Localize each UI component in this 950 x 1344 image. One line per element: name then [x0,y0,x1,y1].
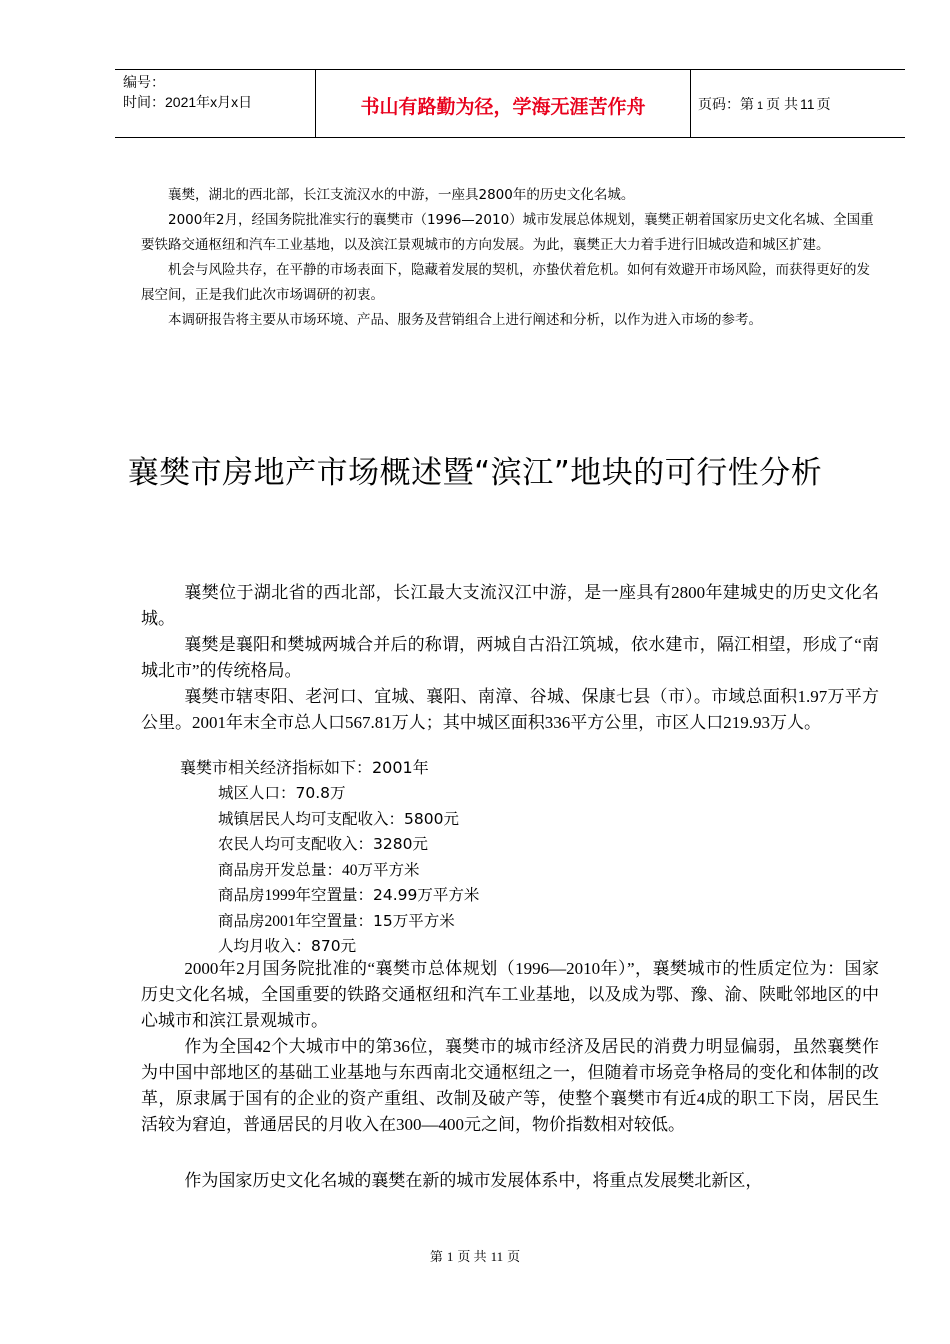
indicator-value: 70.8万 [295,784,346,802]
indicator-value: 5800元 [404,809,459,828]
indicator-label: 城区人口： [218,785,296,802]
indicator-row [218,858,718,884]
body-paragraph: 襄樊位于湖北省的西北部，长江最大支流汉江中游，是一座具有2800年建城史的历史文化名城。 [141,583,879,628]
indicator-value: 870元 [311,937,357,955]
last-paragraph-text: 作为国家历史文化名城的襄樊在新的城市发展体系中，将重点发展 [184,1171,678,1190]
body-section-1 [141,580,879,736]
footer-mid: 页 共 [457,1249,487,1264]
intro-paragraph: 襄樊，湖北的西北部，长江支流汉水的中游，一座具2800年的历史文化名城。 [168,187,635,203]
body-paragraph: 襄樊是襄阳和樊城两城合并后的称谓，两城自古沿江筑城，依水建市，隔江相望，形成了“南城北市”的传统格局。 [141,635,879,680]
document-time-label: 时间：2021年x月x日 [123,94,253,110]
body-section-2 [141,956,879,1138]
motto-text: 书山有路勤为径，学海无涯苦作舟 [360,96,646,118]
footer-prefix: 第 [429,1249,443,1264]
indicator-label: 城镇居民人均可支配收入： [218,810,405,828]
footer-total: 11 [490,1249,504,1264]
header-page-cell [690,70,905,137]
indicator-row [218,832,718,858]
body-paragraph [141,1168,879,1194]
indicator-value: 24.99万平方米 [373,886,480,904]
header-table [115,69,905,138]
intro-paragraph: 机会与风险共存，在平静的市场表面下，隐藏着发展的契机，亦蛰伏着危机。如何有效避开市场风险，而获得更好的发展空间，正是我们此次市场调研的初衷。 [141,262,870,303]
indicator-row [218,807,718,833]
header-meta-cell [115,70,315,137]
page-suffix: 页 [816,96,831,112]
indicator-value: 3280元 [373,835,428,853]
document-title: 襄樊市房地产市场概述暨“滨江”地块的可行性分析 [127,455,823,491]
footer-suffix: 页 [507,1249,521,1264]
page-footer [0,1246,950,1265]
body-paragraph: 襄樊市辖枣阳、老河口、宜城、襄阳、南漳、谷城、保康七县（市）。市域总面积1.97万平方公里。2001年末全市总人口567.81万人；其中城区面积336平方公里，市区人口219.93万人。 [141,687,879,732]
body-paragraph: 2000年2月国务院批准的“襄樊市总体规划（1996—2010年）”，襄樊城市的性质定位为：国家历史文化名城，全国重要的铁路交通枢纽和汽车工业基地，以及成为鄂、豫、渝、陕毗邻地区的中心城市和滨江景观城市。 [141,959,879,1030]
page-number: 1 [757,100,764,112]
page-indicator [698,94,831,114]
indicator-label: 商品房2001年空置量： [218,912,374,930]
body-paragraph: 作为全国42个大城市中的第36位，襄樊市的城市经济及居民的消费力明显偏弱，虽然襄樊作为中国中部地区的基础工业基地与东西南北交通枢纽之一，但随着市场竞争格局的变化和体制的改革，原隶属于国有的企业的资产重组、改制及破产等，使整个襄樊市有近4成的职工下岗，居民生活较为窘迫，普通居民的月收入在300—400元之间，物价指数相对较低。 [141,1037,879,1134]
indicator-row [218,909,718,935]
indicator-label: 人均月收入： [218,938,312,955]
indicator-label: 农民人均可支配收入： [218,836,374,853]
document-number-label: 编号： [123,74,165,90]
intro-paragraph: 2000年2月，经国务院批准实行的襄樊市（1996—2010）城市发展总体规划，襄樊正朝着国家历史文化名城、全国重要铁路交通枢纽和汽车工业基地，以及滨江景观城市的方向发展。为此，襄樊正大力着手进行旧城改造和城区扩建。 [141,212,874,253]
indicator-label: 商品房1999年空置量： [218,887,374,904]
indicator-value: 15万平方米 [373,911,455,930]
indicators-heading: 襄樊市相关经济指标如下：2001年 [180,758,429,777]
body-section-3 [141,1168,879,1194]
indicator-row [218,781,718,807]
indicator-label: 商品房开发总量：40万平方米 [218,861,420,879]
footer-page-number: 1 [446,1249,454,1264]
header-motto-cell [315,70,691,137]
last-paragraph-emphasis: 樊北新区， [677,1171,763,1191]
indicator-row [218,883,718,909]
page-prefix: 页码：第 [698,96,754,112]
intro-section [141,183,881,333]
page-mid: 页 共 [766,96,799,112]
indicators-list [218,781,718,960]
page-total: 11 [800,96,815,112]
intro-paragraph: 本调研报告将主要从市场环境、产品、服务及营销组合上进行阐述和分析，以作为进入市场的参考。 [168,312,762,328]
